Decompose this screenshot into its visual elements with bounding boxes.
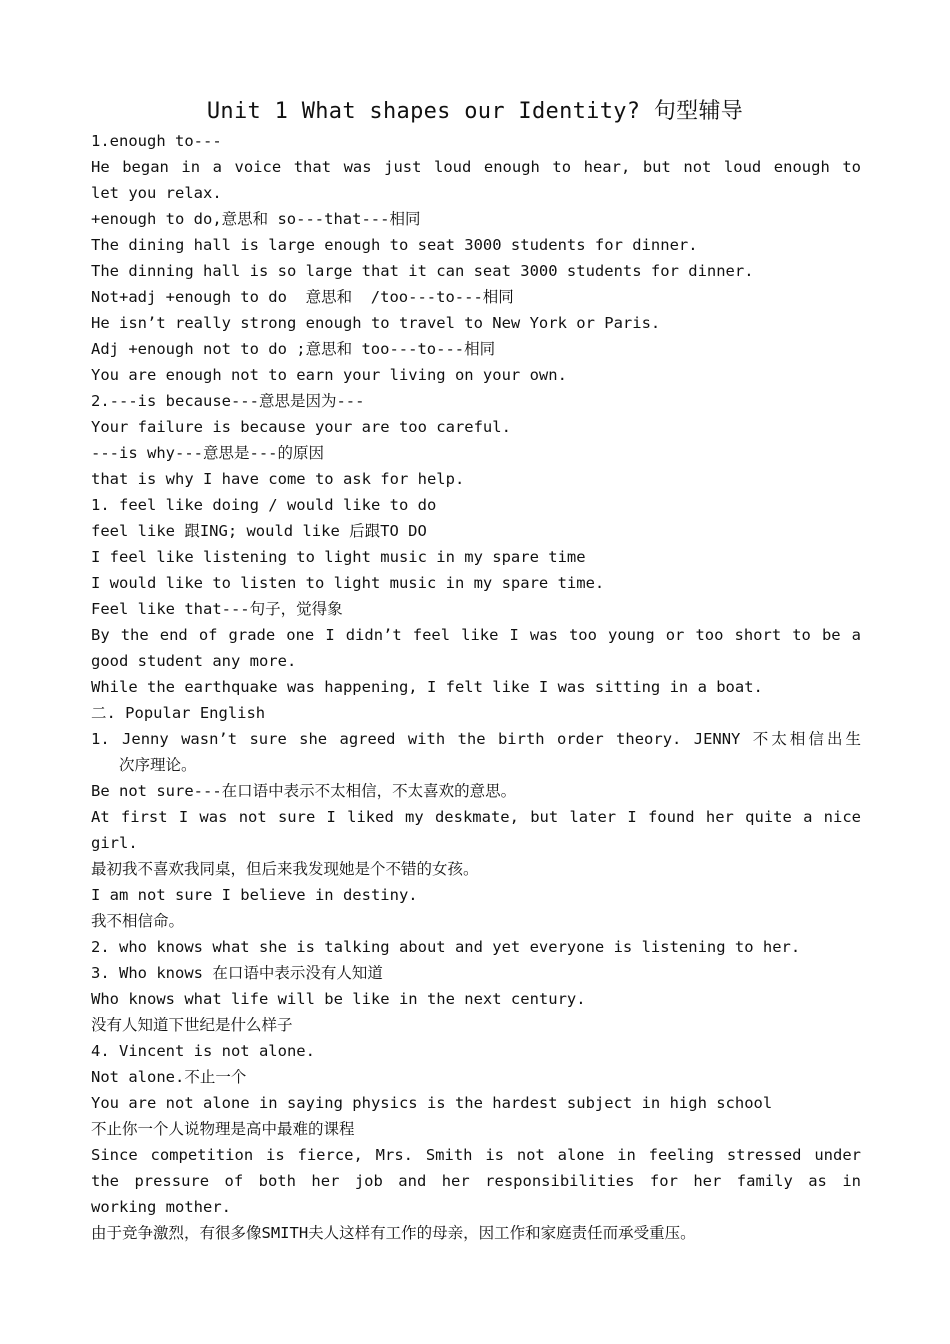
text-line: Feel like that---句子，觉得象 bbox=[91, 600, 343, 618]
text-line: ---is why---意思是---的原因 bbox=[91, 444, 324, 462]
text-line: Since competition is fierce, Mrs. Smith is not alone in feeling stressed under bbox=[91, 1146, 861, 1164]
text-line: Not+adj +enough to do 意思和 /too---to---相同 bbox=[91, 288, 514, 306]
text-line: Not alone.不止一个 bbox=[91, 1068, 247, 1086]
text-line: Adj +enough not to do ;意思和 too---to---相同 bbox=[91, 340, 496, 358]
text-line: 2.---is because---意思是因为--- bbox=[91, 392, 365, 410]
text-line: 次序理论。 bbox=[119, 756, 197, 774]
text-line: 没有人知道下世纪是什么样子 bbox=[91, 1016, 293, 1034]
text-line: The dinning hall is so large that it can seat 3000 students for dinner. bbox=[91, 262, 754, 280]
text-line: 我不相信命。 bbox=[91, 912, 185, 930]
text-line: 由于竞争激烈，有很多像SMITH夫人这样有工作的母亲，因工作和家庭责任而承受重压。 bbox=[91, 1224, 696, 1242]
text-line: I am not sure I believe in destiny. bbox=[91, 886, 418, 904]
text-line: let you relax. bbox=[91, 184, 222, 202]
text-line: 3. Who knows 在口语中表示没有人知道 bbox=[91, 964, 383, 982]
text-line: the pressure of both her job and her responsibilities for her family as in bbox=[91, 1172, 861, 1190]
text-line: He began in a voice that was just loud enough to hear, but not loud enough to bbox=[91, 158, 861, 176]
text-line: good student any more. bbox=[91, 652, 297, 670]
text-line: By the end of grade one I didn’t feel like I was too young or too short to be a bbox=[91, 626, 861, 644]
text-line: 4. Vincent is not alone. bbox=[91, 1042, 315, 1060]
text-line: 二. Popular English bbox=[91, 704, 266, 722]
text-line: I would like to listen to light music in my spare time. bbox=[91, 574, 605, 592]
text-line: Your failure is because your are too careful. bbox=[91, 418, 511, 436]
text-line: 1. feel like doing / would like to do bbox=[91, 496, 437, 514]
text-line: working mother. bbox=[91, 1198, 231, 1216]
document-title: Unit 1 What shapes our Identity? 句型辅导 bbox=[206, 99, 744, 124]
text-line: 1. Jenny wasn’t sure she agreed with the birth order theory. JENNY 不太相信出生 bbox=[91, 730, 861, 748]
text-line: feel like 跟ING; would like 后跟TO DO bbox=[91, 522, 427, 540]
text-line: that is why I have come to ask for help. bbox=[91, 470, 465, 488]
text-line: He isn’t really strong enough to travel to New York or Paris. bbox=[91, 314, 661, 332]
text-line: While the earthquake was happening, I felt like I was sitting in a boat. bbox=[91, 678, 763, 696]
text-line: I feel like listening to light music in my spare time bbox=[91, 548, 586, 566]
text-line: 2. who knows what she is talking about and yet everyone is listening to her. bbox=[91, 938, 801, 956]
text-line: 最初我不喜欢我同桌，但后来我发现她是个不错的女孩。 bbox=[91, 860, 479, 878]
text-line: You are enough not to earn your living on your own. bbox=[91, 366, 567, 384]
text-line: Who knows what life will be like in the next century. bbox=[91, 990, 586, 1008]
text-line: +enough to do,意思和 so---that---相同 bbox=[91, 210, 421, 228]
document-body bbox=[91, 128, 861, 1246]
text-line: At first I was not sure I liked my deskmate, but later I found her quite a nice bbox=[91, 808, 861, 826]
text-line: You are not alone in saying physics is the hardest subject in high school bbox=[91, 1094, 773, 1112]
text-line: The dining hall is large enough to seat 3000 students for dinner. bbox=[91, 236, 698, 254]
text-line: Be not sure---在口语中表示不太相信，不太喜欢的意思。 bbox=[91, 782, 517, 800]
text-line: girl. bbox=[91, 834, 138, 852]
text-line: 不止你一个人说物理是高中最难的课程 bbox=[91, 1120, 355, 1138]
text-line: 1.enough to--- bbox=[91, 132, 222, 150]
